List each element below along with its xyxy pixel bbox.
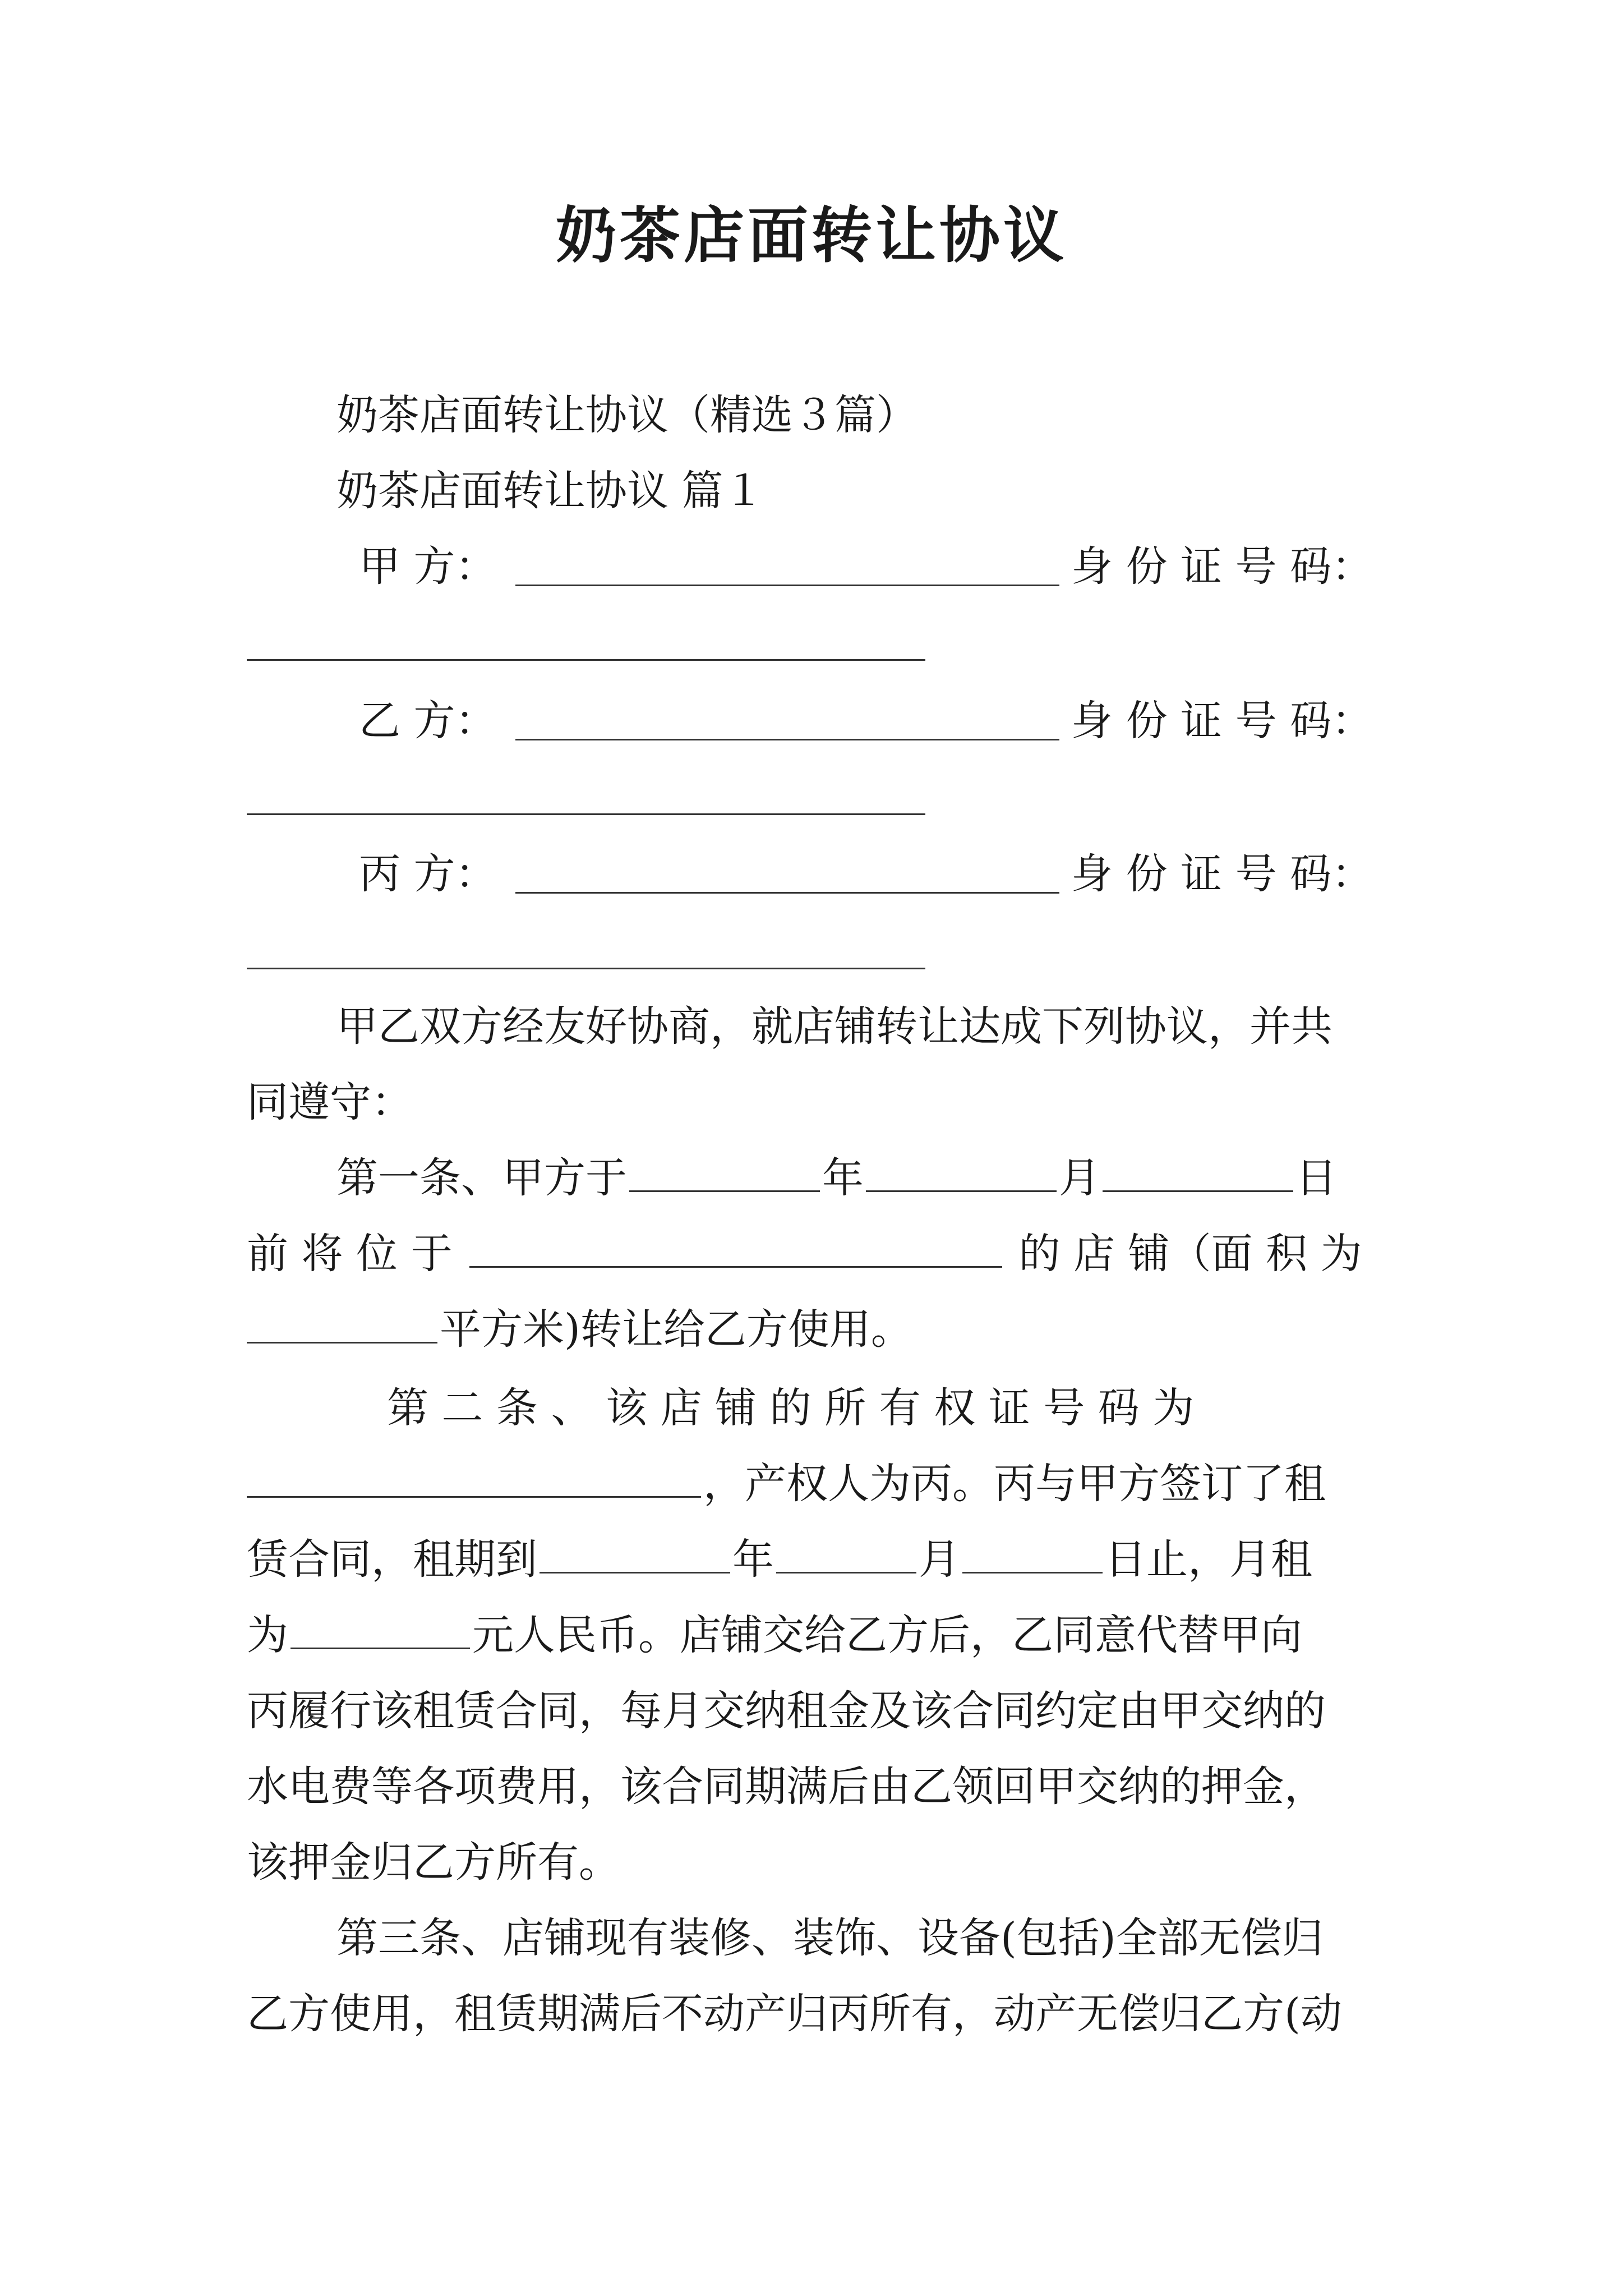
- art2-month-label: 月: [919, 1535, 960, 1584]
- art2-owner-text: ，产权人为丙。丙与甲方签订了租: [703, 1460, 1326, 1508]
- art2-rent-prefix: 为: [247, 1611, 288, 1659]
- art3-line-1: 第三条、店铺现有装修、装饰、设备(包括)全部无偿归: [336, 1914, 1324, 1962]
- art1-area-suffix: 平方米)转让给乙方使用。: [440, 1305, 912, 1354]
- party-b-label: 乙 方：: [359, 697, 497, 745]
- party-b-name-blank[interactable]: [515, 739, 1059, 740]
- subtitle: 奶茶店面转让协议（精选３篇）: [336, 391, 917, 439]
- art1-prefix: 第一条、甲方于: [336, 1154, 627, 1202]
- art2-rent-suffix: 元人民币。店铺交给乙方后，乙同意代替甲向: [472, 1611, 1302, 1659]
- art2-line-6: 水电费等各项费用，该合同期满后由乙领回甲交纳的押金，: [247, 1763, 1326, 1811]
- party-c-id-blank[interactable]: [247, 968, 925, 969]
- document-title: 奶茶店面转让协议: [555, 200, 1067, 271]
- party-a-name-blank[interactable]: [515, 585, 1059, 586]
- art2-month-blank[interactable]: [776, 1572, 916, 1573]
- party-b-id-blank[interactable]: [247, 813, 925, 815]
- art1-year-label: 年: [822, 1154, 864, 1202]
- party-c-id-label: 身 份 证 号 码：: [1071, 850, 1373, 898]
- art2-line-2: [247, 1456, 1326, 1512]
- art1-area-blank[interactable]: [247, 1342, 437, 1343]
- art2-line-4: [247, 1607, 1302, 1663]
- art2-year-label: 年: [732, 1535, 774, 1584]
- party-a-label: 甲 方：: [359, 542, 497, 591]
- art2-line-3: [247, 1531, 1312, 1588]
- art1-month-blank[interactable]: [866, 1190, 1057, 1192]
- art2-cert-blank[interactable]: [247, 1496, 701, 1498]
- art2-year-blank[interactable]: [540, 1572, 730, 1573]
- art3-line-2: 乙方使用，租赁期满后不动产归丙所有，动产无偿归乙方(动: [247, 1990, 1342, 2038]
- art1-location-blank[interactable]: [469, 1266, 1002, 1268]
- art1-line-2: [247, 1226, 1362, 1282]
- art1-line-1: [336, 1150, 1337, 1206]
- art1-day-blank[interactable]: [1103, 1190, 1293, 1192]
- art2-lease-term-label: 赁合同，租期到: [247, 1535, 537, 1584]
- party-a-id-blank[interactable]: [247, 659, 925, 661]
- art1-line-3: [247, 1301, 912, 1358]
- art2-rent-label: 日止，月租: [1105, 1535, 1312, 1584]
- art2-line-5: 丙履行该租赁合同，每月交纳租金及该合同约定由甲交纳的: [247, 1687, 1326, 1735]
- section-heading: 奶茶店面转让协议 篇１: [336, 467, 765, 515]
- art2-line-7: 该押金归乙方所有。: [247, 1838, 620, 1887]
- art1-day-label: 日: [1295, 1154, 1337, 1202]
- party-c-label: 丙 方：: [359, 850, 497, 898]
- art2-day-blank[interactable]: [962, 1572, 1103, 1573]
- art1-located-label: 前 将 位 于: [247, 1230, 453, 1278]
- art2-line-1: 第 二 条 、 该 店 铺 的 所 有 权 证 号 码 为: [387, 1384, 1195, 1432]
- art1-year-blank[interactable]: [629, 1190, 820, 1192]
- party-c-name-blank[interactable]: [515, 892, 1059, 894]
- intro-line-2: 同遵守：: [247, 1078, 413, 1126]
- intro-line-1: 甲乙双方经友好协商，就店铺转让达成下列协议，并共: [336, 1002, 1332, 1051]
- party-a-id-label: 身 份 证 号 码：: [1071, 542, 1373, 591]
- art1-shop-area-label: 的 店 铺（面 积 为: [1018, 1230, 1362, 1278]
- art1-month-label: 月: [1059, 1154, 1100, 1202]
- art2-rent-blank[interactable]: [291, 1648, 470, 1649]
- party-b-id-label: 身 份 证 号 码：: [1071, 697, 1373, 745]
